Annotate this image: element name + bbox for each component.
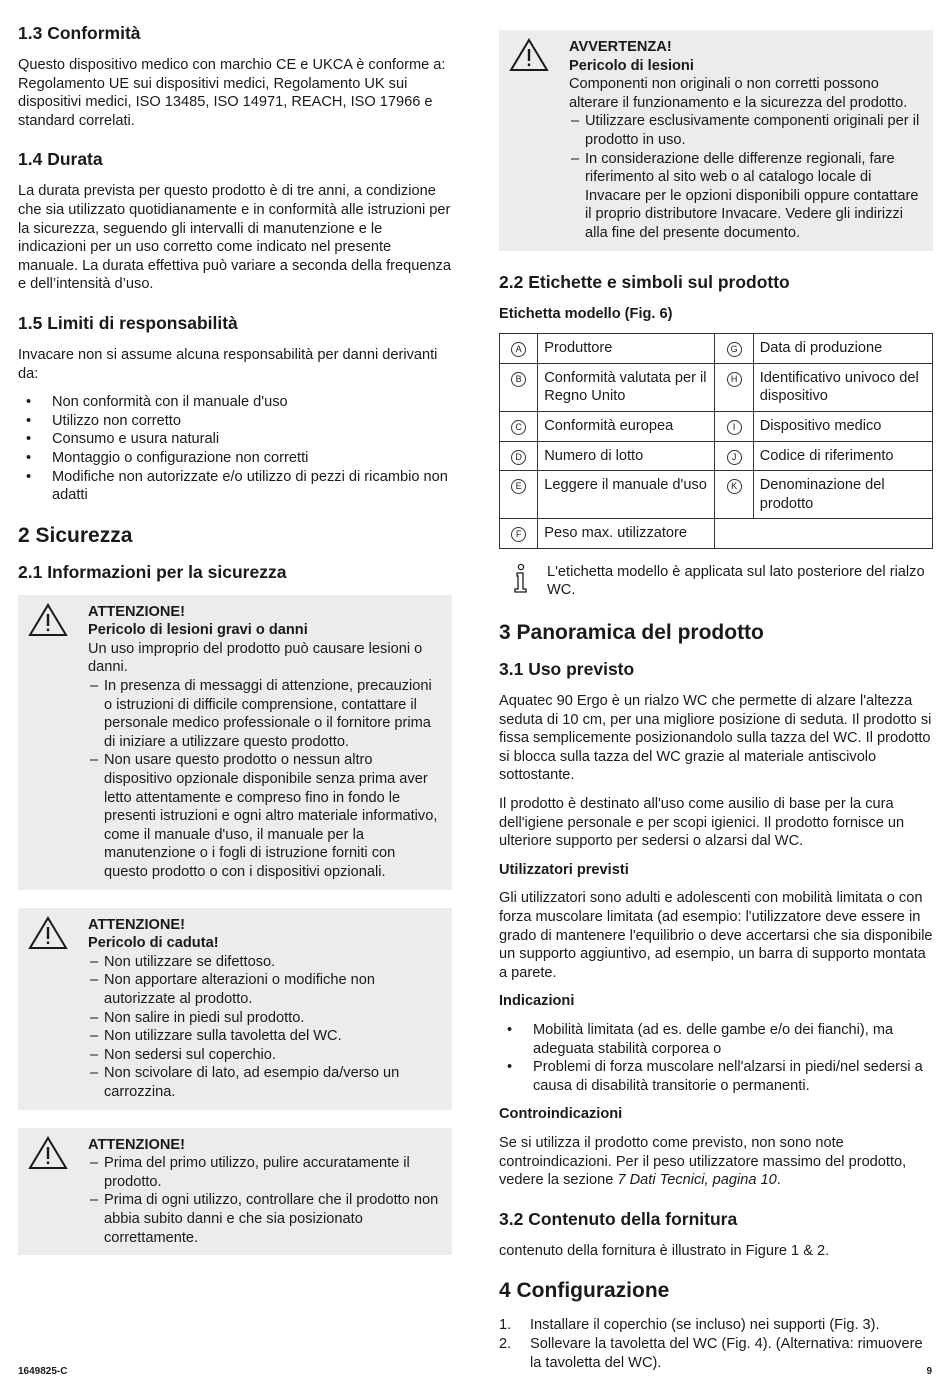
list-item: – Non sedersi sul coperchio. <box>88 1046 442 1065</box>
right-column <box>499 30 933 1372</box>
warning-triangle-icon <box>28 1136 68 1170</box>
label-letter-cell <box>500 334 538 364</box>
section-3-1-p1: Aquatec 90 Ergo è un rialzo WC che permette di alzare l'altezza seduta di 10 cm, per una migliore posizione di seduta. Il prodotto si fissa semplicemente posizionandolo sulla tazza del WC. Il prodotto si blocca sulla tazza del WC grazie al materiale antiscivolo sottostante. <box>499 693 932 784</box>
list-item: • Consumo e usura naturali <box>18 430 452 449</box>
section-1-4-title: 1.4 Durata <box>18 149 103 170</box>
warning-list <box>88 953 442 1102</box>
label-letter-cell <box>715 519 753 549</box>
warning-triangle-icon <box>28 603 68 637</box>
section-3-2-body: contenuto della fornitura è illustrato in Figure 1 & 2. <box>499 1242 830 1259</box>
label-letter-cell <box>500 471 538 519</box>
list-item: • Problemi di forza muscolare nell'alzarsi in piedi/nel sedersi a causa di disabilità transitorie o permanenti. <box>499 1058 933 1095</box>
section-1-5-intro: Invacare non si assume alcuna responsabilità per danni derivanti da: <box>18 346 438 382</box>
list-item: • Non conformità con il manuale d'uso <box>18 393 452 412</box>
list-item: – Non scivolare di lato, ad esempio da/verso un carrozzina. <box>88 1064 442 1101</box>
info-note-text: L'etichetta modello è applicata sul lato posteriore del rialzo WC. <box>547 563 925 599</box>
list-item: – Non salire in piedi sul prodotto. <box>88 1009 442 1028</box>
label-description-cell: Produttore <box>538 334 715 364</box>
table-row <box>500 334 933 364</box>
label-description-cell: Conformità valutata per il Regno Unito <box>538 363 715 411</box>
list-item: – Utilizzare esclusivamente componenti originali per il prodotto in uso. <box>569 112 923 149</box>
chapter-4-title: 4 Configurazione <box>499 1279 670 1303</box>
info-icon <box>509 563 533 595</box>
list-item: • Montaggio o configurazione non corretti <box>18 449 452 468</box>
circled-letter: G <box>727 342 742 357</box>
warning-box-serious-injury <box>18 595 452 890</box>
label-description-cell: Leggere il manuale d'uso <box>538 471 715 519</box>
info-note <box>499 563 933 600</box>
circled-letter: I <box>727 420 742 435</box>
footer-page-number: 9 <box>926 1366 932 1377</box>
circled-letter: F <box>511 527 526 542</box>
circled-letter: E <box>511 479 526 494</box>
circled-letter: C <box>511 420 526 435</box>
list-item: – In considerazione delle differenze regionali, fare riferimento al sito web o al catalogo locale di Invacare per le opzioni disponibili oppure contattare il proprio distributore Invacare. Vedere gli indirizzi alla fine del presente documento. <box>569 150 923 243</box>
list-item: – Non apportare alterazioni o modifiche non autorizzate al prodotto. <box>88 971 442 1008</box>
section-1-5-title: 1.5 Limiti di responsabilità <box>18 312 238 333</box>
liability-list <box>18 393 452 505</box>
indications-list <box>499 1021 933 1095</box>
label-letter-cell <box>715 411 753 441</box>
section-3-2-title: 3.2 Contenuto della fornitura <box>499 1208 738 1229</box>
footer-doc-number: 1649825-C <box>18 1366 68 1377</box>
list-item: – In presenza di messaggi di attenzione, precauzioni o istruzioni di difficile comprensione, contattare il personale medico professionale o il fornitore prima di iniziare a utilizzare questo prodotto. <box>88 677 442 751</box>
warning-box-fall <box>18 908 452 1110</box>
section-1-3-body: Questo dispositivo medico con marchio CE e UKCA è conforme a: Regolamento UE sui dispositivi medici, Regolamento UK sui dispositivi medici, ISO 13485, ISO 14971, REACH, ISO 17966 e standard correlati. <box>18 57 446 129</box>
warning-triangle-icon <box>28 916 68 950</box>
section-2-1-title: 2.1 Informazioni per la sicurezza <box>18 561 287 582</box>
label-letter-cell <box>500 363 538 411</box>
warning-list <box>88 1154 442 1247</box>
list-item: 1. Installare il coperchio (se incluso) nei supporti (Fig. 3). <box>499 1317 880 1334</box>
warning-body: Un uso improprio del prodotto può causare lesioni o danni. <box>88 640 423 676</box>
table-row <box>500 363 933 411</box>
circled-letter: B <box>511 372 526 387</box>
label-description-cell: Peso max. utilizzatore <box>538 519 715 549</box>
circled-letter: H <box>727 372 742 387</box>
warning-title: Pericolo di lesioni <box>569 57 694 74</box>
warning-box-components <box>499 30 933 251</box>
circled-letter: A <box>511 342 526 357</box>
list-item: – Prima del primo utilizzo, pulire accuratamente il prodotto. <box>88 1154 442 1191</box>
list-item: • Mobilità limitata (ad es. delle gambe e/o dei fianchi), ma adeguata stabilità corporea o <box>499 1021 933 1058</box>
label-description-cell: Denominazione del prodotto <box>753 471 932 519</box>
section-2-2-title: 2.2 Etichette e simboli sul prodotto <box>499 271 790 292</box>
warning-label: AVVERTENZA! <box>569 39 672 55</box>
label-legend-table <box>499 333 933 549</box>
left-column <box>18 22 452 1273</box>
list-item: – Non utilizzare sulla tavoletta del WC. <box>88 1027 442 1046</box>
label-description-cell: Identificativo univoco del dispositivo <box>753 363 932 411</box>
chapter-3-title: 3 Panoramica del prodotto <box>499 621 764 645</box>
list-item: – Prima di ogni utilizzo, controllare che il prodotto non abbia subito danni e che sia posizionato correttamente. <box>88 1191 442 1247</box>
cross-reference-link[interactable]: 7 Dati Tecnici, pagina 10 <box>617 1172 777 1189</box>
table-row <box>500 471 933 519</box>
label-description-cell: Codice di riferimento <box>753 441 932 471</box>
users-heading: Utilizzatori previsti <box>499 861 629 878</box>
warning-box-cleaning <box>18 1128 452 1256</box>
contraindications-body: Se si utilizza il prodotto come previsto, non sono note controindicazioni. Per il peso utilizzatore massimo del prodotto, vedere la sezione 7 Dati Tecnici, pagina 10. <box>499 1134 907 1189</box>
table-row <box>500 519 933 549</box>
label-subtitle: Etichetta modello (Fig. 6) <box>499 305 673 322</box>
label-letter-cell <box>715 471 753 519</box>
label-letter-cell <box>715 441 753 471</box>
warning-title: Pericolo di lesioni gravi o danni <box>88 622 308 639</box>
list-item: – Non utilizzare se difettoso. <box>88 953 442 972</box>
circled-letter: D <box>511 450 526 465</box>
list-item: 2. Sollevare la tavoletta del WC (Fig. 4). (Alternativa: rimuovere la tavoletta del WC). <box>499 1335 923 1371</box>
warning-triangle-icon <box>509 38 549 72</box>
list-item: • Modifiche non autorizzate e/o utilizzo di pezzi di ricambio non adatti <box>18 468 452 505</box>
label-description-cell: Conformità europea <box>538 411 715 441</box>
label-letter-cell <box>500 411 538 441</box>
circled-letter: J <box>727 450 742 465</box>
label-letter-cell <box>715 363 753 411</box>
contraindications-heading: Controindicazioni <box>499 1106 623 1123</box>
section-3-1-title: 3.1 Uso previsto <box>499 659 635 680</box>
chapter-2-title: 2 Sicurezza <box>18 523 133 547</box>
label-description-cell: Data di produzione <box>753 334 932 364</box>
section-1-4-body: La durata prevista per questo prodotto è di tre anni, a condizione che sia utilizzato quotidianamente e in conformità alle istruzioni per la sicurezza, seguendo gli intervalli di manutenzione e le indicazioni per un uso corretto come indicato nel presente manuale. La durata effettiva può variare a seconda della frequenza e dell’intensità d’uso. <box>18 183 451 293</box>
circled-letter: K <box>727 479 742 494</box>
warning-label: ATTENZIONE! <box>88 1136 186 1153</box>
warning-title: Pericolo di caduta! <box>88 935 219 952</box>
label-letter-cell <box>715 334 753 364</box>
label-description-cell: Numero di lotto <box>538 441 715 471</box>
table-row <box>500 411 933 441</box>
label-letter-cell <box>500 519 538 549</box>
warning-list <box>88 677 442 882</box>
section-1-3-title: 1.3 Conformità <box>18 23 141 43</box>
label-description-cell <box>753 519 932 549</box>
warning-label: ATTENZIONE! <box>88 916 186 933</box>
section-3-1-p2: Il prodotto è destinato all'uso come ausilio di base per la cura dell'igiene personale e per scopi igienici. Il prodotto fornisce un ulteriore supporto per sedersi o alzarsi dal WC. <box>499 796 905 850</box>
warning-label: ATTENZIONE! <box>88 603 186 620</box>
label-description-cell: Dispositivo medico <box>753 411 932 441</box>
list-item: – Non usare questo prodotto o nessun altro dispositivo opzionale disponibile senza prima aver letto attentamente e compreso fino in fondo le presenti istruzioni e ogni altro materiale informativo, come il manuale d'uso, il manuale per la manutenzione o i fogli di istruzione forniti con questo prodotto o con i dispositivi opzionali. <box>88 751 442 881</box>
setup-steps <box>499 1316 933 1372</box>
warning-body: Componenti non originali o non corretti possono alterare il funzionamento e la sicurezza del prodotto. <box>569 76 908 111</box>
indications-heading: Indicazioni <box>499 993 575 1010</box>
label-letter-cell <box>500 441 538 471</box>
table-row <box>500 441 933 471</box>
list-item: • Utilizzo non corretto <box>18 412 452 431</box>
users-body: Gli utilizzatori sono adulti e adolescenti con mobilità limitata o con forza muscolare limitata (ad esempio: l'utilizzatore deve essere in grado di mantenere l'equilibrio o deve accertarsi che sia disponibile un supporto aggiuntivo, ad esempio, un barra di supporto montata a parete. <box>499 890 933 981</box>
warning-list <box>569 112 923 242</box>
